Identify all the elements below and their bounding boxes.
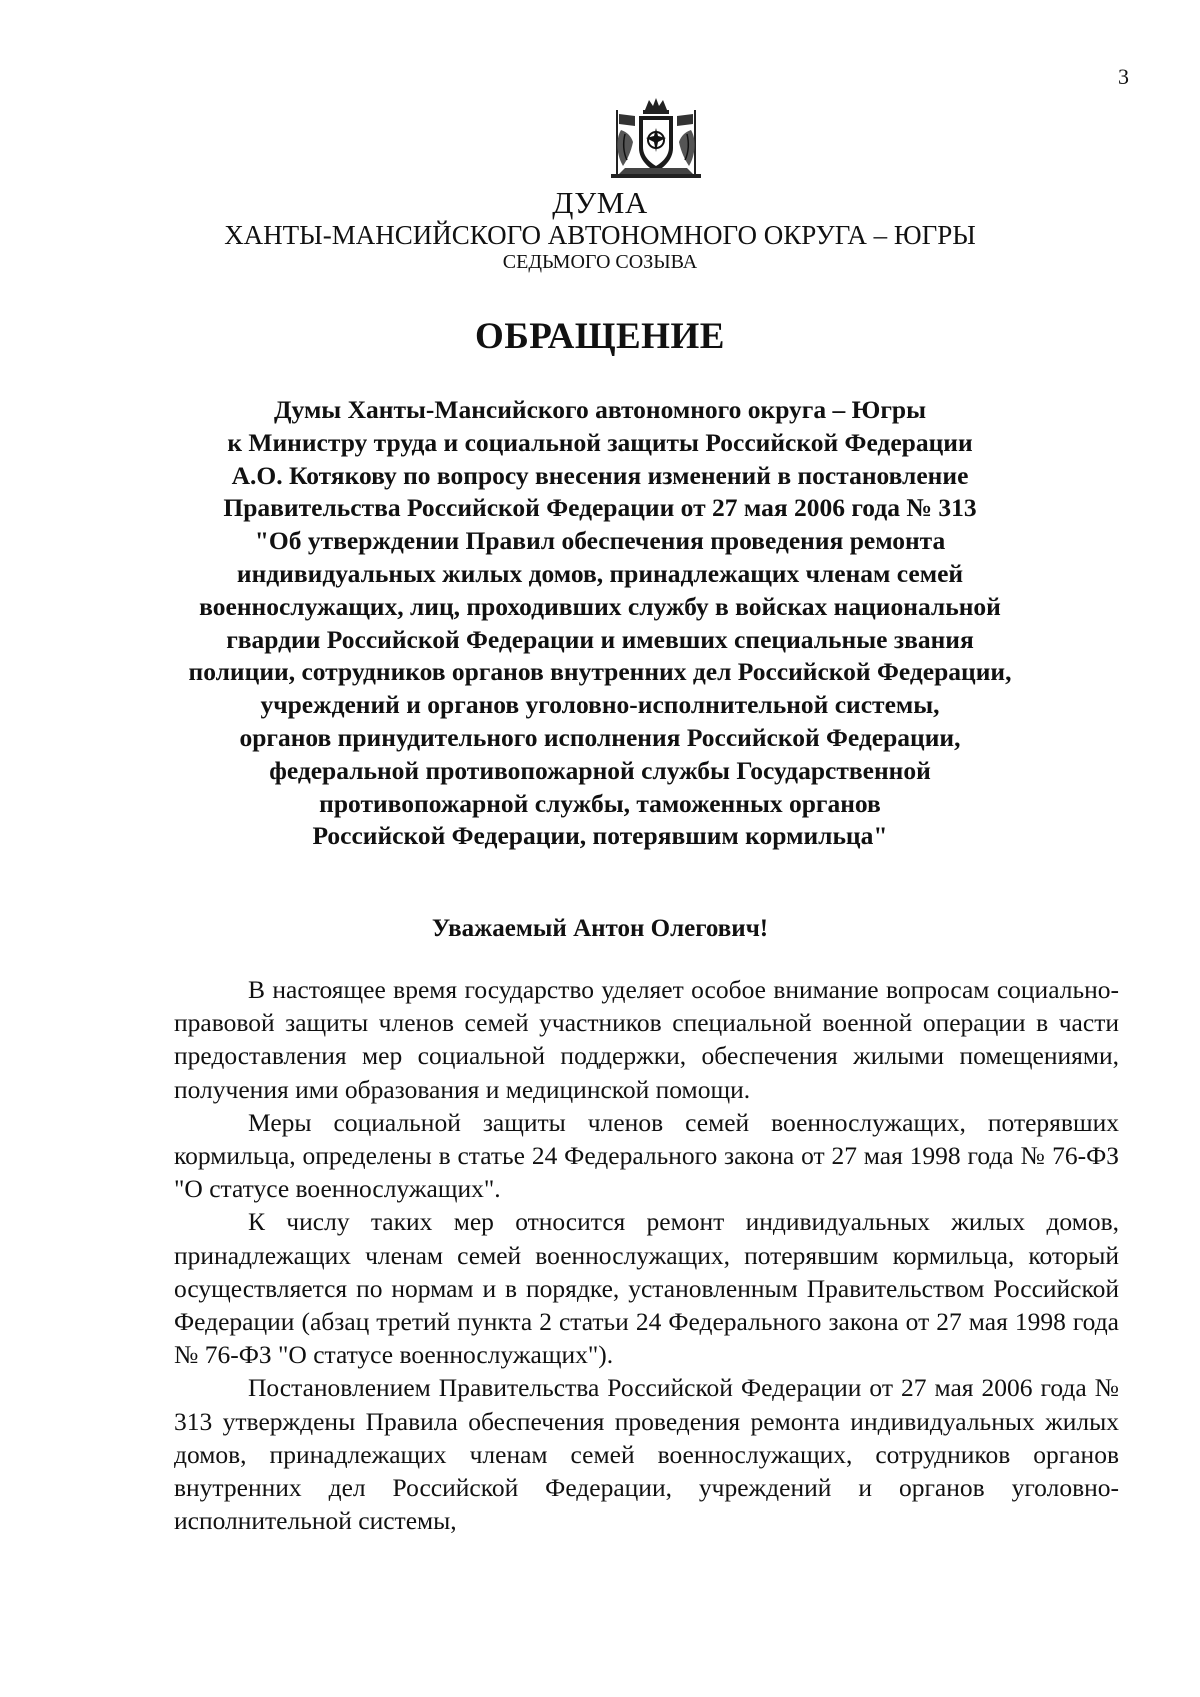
organization-header — [0, 186, 1200, 274]
paragraph: В настоящее время государство уделяет особое внимание вопросам социально-правовой защиты членов семей участников специальной военной операции в части предоставления мер социальной поддержки, обеспечения жилыми помещениями, получения ими образования и медицинской помощи. — [174, 975, 1119, 1104]
paragraph: Меры социальной защиты членов семей военнослужащих, потерявших кормильца, определены в статье 24 Федерального закона от 27 мая 1998 года № 76-ФЗ "О статусе военнослужащих". — [174, 1107, 1119, 1204]
subtitle-line: противопожарной службы, таможенных органов — [319, 788, 881, 818]
subtitle-line: Правительства Российской Федерации от 27 мая 2006 года № 313 — [223, 493, 977, 523]
subtitle-line: "Об утверждении Правил обеспечения проведения ремонта — [254, 526, 946, 556]
subtitle-line: гвардии Российской Федерации и имевших специальные звания — [226, 624, 974, 654]
org-name-duma: ДУМА — [552, 185, 648, 220]
coat-of-arms-icon — [605, 96, 707, 184]
subtitle-line: А.О. Котякову по вопросу внесения изменений в постановление — [231, 460, 969, 490]
subtitle-line: индивидуальных жилых домов, принадлежащих членам семей — [236, 558, 964, 588]
body-text — [174, 973, 1119, 1537]
paragraph: К числу таких мер относится ремонт индивидуальных жилых домов, принадлежащих членам семей военнослужащих, потерявшим кормильца, который осуществляется по нормам и в порядке, установленным Правительством Российской Федерации (абзац третий пункта 2 статьи 24 Федерального закона от 27 мая 1998 года № 76-ФЗ "О статусе военнослужащих"). — [174, 1207, 1119, 1370]
subtitle-line: органов принудительного исполнения Российской Федерации, — [239, 722, 961, 752]
document-subtitle — [150, 394, 1050, 853]
org-convocation: СЕДЬМОГО СОЗЫВА — [502, 251, 698, 273]
subtitle-line: федеральной противопожарной службы Государственной — [269, 755, 931, 785]
subtitle-line: полиции, сотрудников органов внутренних дел Российской Федерации, — [188, 657, 1012, 687]
subtitle-line: учреждений и органов уголовно-исполнительной системы, — [260, 690, 940, 720]
document-title: ОБРАЩЕНИЕ — [475, 316, 725, 357]
subtitle-line: Российской Федерации, потерявшим кормильца" — [312, 821, 888, 851]
paragraph: Постановлением Правительства Российской Федерации от 27 мая 2006 года № 313 утверждены Правила обеспечения проведения ремонта индивидуальных жилых домов, принадлежащих членам семей военнослужащих, сотрудников органов внутренних дел Российской Федерации, учреждений и органов уголовно-исполнительной системы, — [174, 1373, 1119, 1536]
subtitle-line: военнослужащих, лиц, проходивших службу в войсках национальной — [199, 591, 1001, 621]
page-number: 3 — [1118, 64, 1129, 89]
salutation: Уважаемый Антон Олегович! — [431, 915, 769, 942]
subtitle-line: к Министру труда и социальной защиты Российской Федерации — [227, 427, 973, 457]
subtitle-line: Думы Ханты-Мансийского автономного округа – Югры — [273, 395, 927, 424]
org-name-region: ХАНТЫ-МАНСИЙСКОГО АВТОНОМНОГО ОКРУГА – ЮГРЫ — [224, 220, 976, 250]
